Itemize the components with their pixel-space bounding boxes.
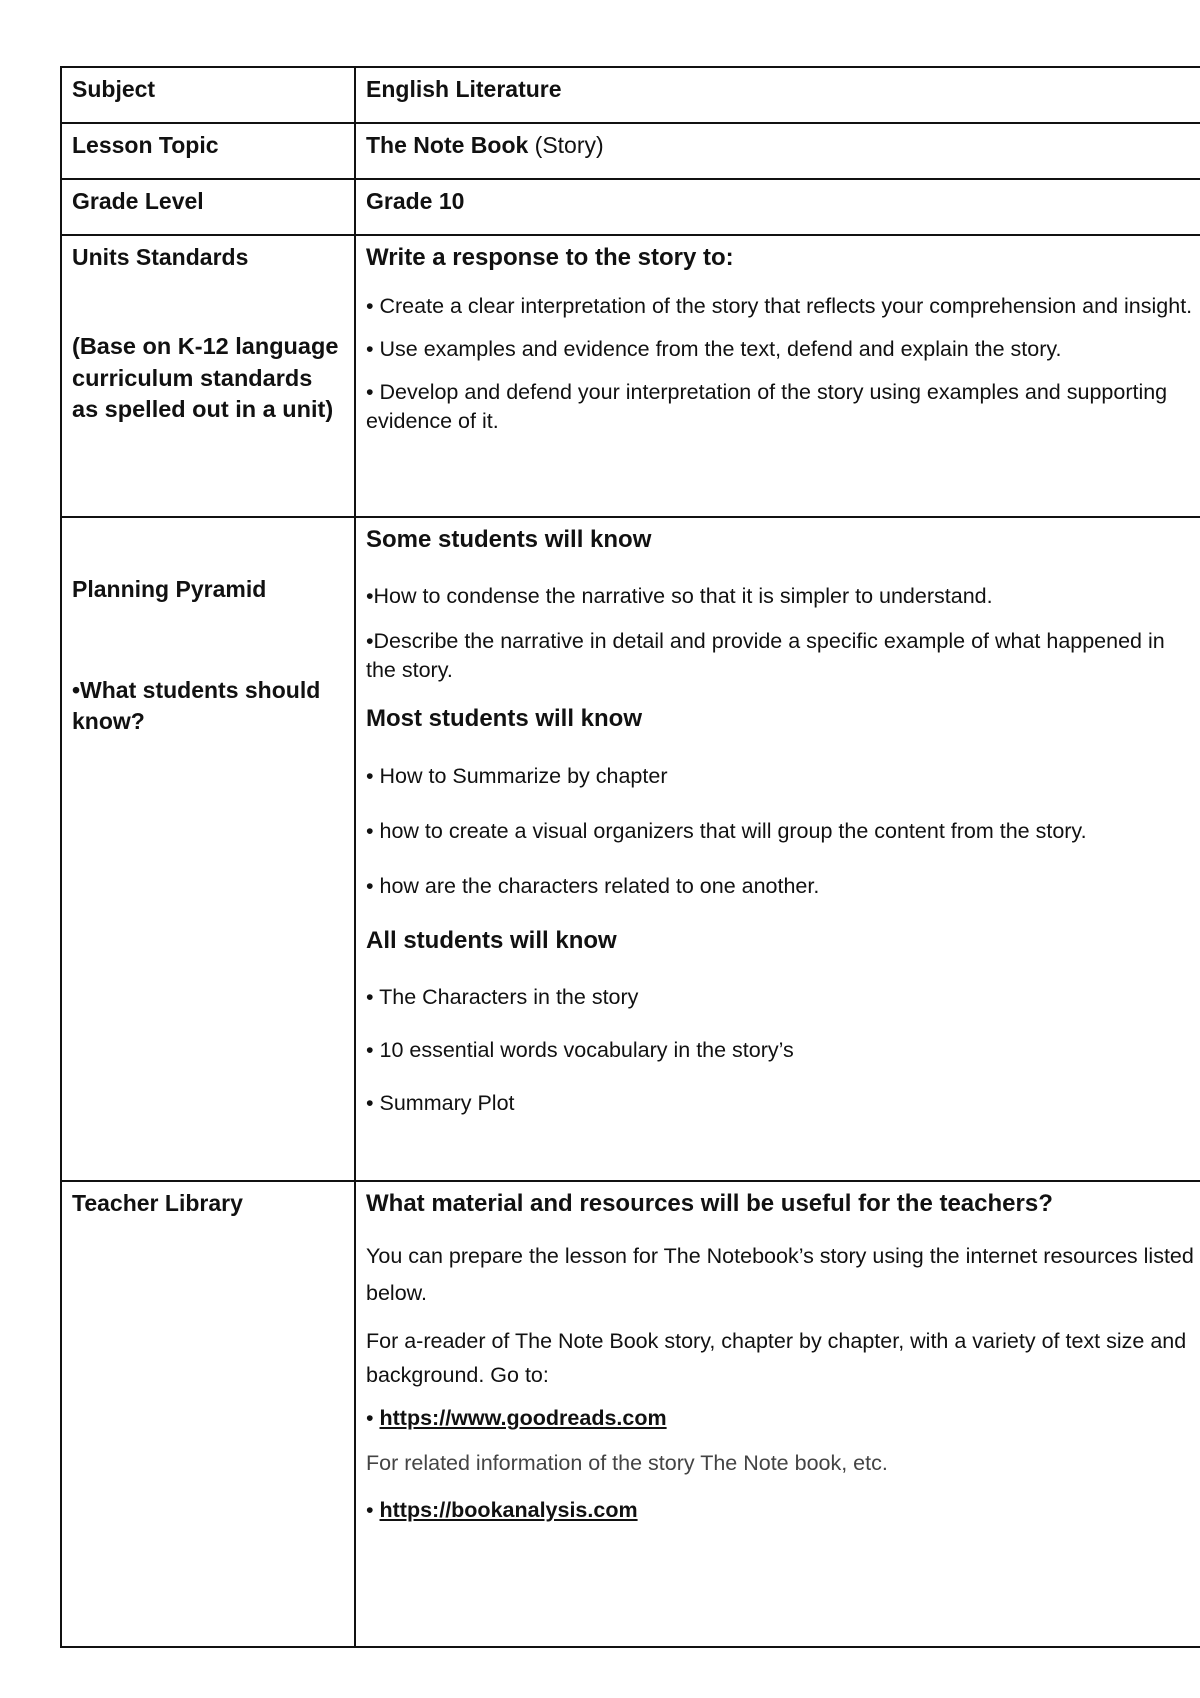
table-row	[61, 123, 1200, 179]
units-bullet: • Create a clear interpretation of the story that reflects your comprehension and insight.	[366, 294, 1193, 319]
library-paragraph: For related information of the story The Note book, etc.	[366, 1451, 888, 1476]
table-row	[61, 1181, 1200, 1647]
lesson-plan-table	[60, 66, 1200, 1648]
library-paragraph: For a-reader of The Note Book story, chapter by chapter, with a variety of text size and background. Go to:	[366, 1329, 1187, 1387]
bullet-mark: •	[366, 1406, 374, 1431]
all-item: • 10 essential words vocabulary in the story’s	[366, 1038, 794, 1063]
units-label-cell	[61, 235, 355, 517]
units-note: (Base on K-12 language curriculum standards as spelled out in a unit)	[72, 333, 339, 423]
table-row	[61, 235, 1200, 517]
library-paragraph: You can prepare the lesson for The Notebook’s story using the internet resources listed below.	[366, 1244, 1194, 1305]
some-item: •How to condense the narrative so that it is simpler to understand.	[366, 584, 993, 609]
topic-title: The Note Book	[366, 132, 529, 158]
table-row	[61, 179, 1200, 235]
library-heading: What material and resources will be useful for the teachers?	[366, 1190, 1053, 1217]
units-bullet: • Develop and defend your interpretation of the story using examples and supporting evidence of it.	[366, 380, 1168, 434]
topic-type: (Story)	[528, 132, 604, 158]
subject-value: English Literature	[355, 67, 1200, 123]
library-label: Teacher Library	[61, 1181, 355, 1647]
most-item: • How to Summarize by chapter	[366, 763, 668, 788]
bullet-mark: •	[366, 1498, 374, 1523]
topic-value	[355, 123, 1200, 179]
subject-label: Subject	[61, 67, 355, 123]
grade-label: Grade Level	[61, 179, 355, 235]
topic-label: Lesson Topic	[61, 123, 355, 179]
all-heading: All students will know	[366, 926, 617, 954]
units-heading: Write a response to the story to:	[366, 244, 734, 271]
all-item: • The Characters in the story	[366, 985, 639, 1010]
pyramid-label-cell	[61, 517, 355, 1181]
pyramid-sublabel: •What students should know?	[72, 677, 321, 735]
units-bullet: • Use examples and evidence from the text, defend and explain the story.	[366, 337, 1062, 362]
table-row	[61, 67, 1200, 123]
library-link-item	[366, 1404, 1198, 1433]
some-item: •Describe the narrative in detail and provide a specific example of what happened in the story.	[366, 629, 1165, 683]
table-row	[61, 517, 1200, 1181]
some-heading: Some students will know	[366, 526, 652, 553]
library-link-item	[366, 1496, 1198, 1525]
most-item: • how are the characters related to one another.	[366, 873, 820, 898]
units-label: Units Standards	[72, 244, 249, 270]
most-item: • how to create a visual organizers that will group the content from the story.	[366, 818, 1087, 843]
library-content	[355, 1181, 1200, 1647]
pyramid-content	[355, 517, 1200, 1181]
goodreads-link[interactable]: https://www.goodreads.com	[379, 1406, 667, 1431]
grade-value: Grade 10	[355, 179, 1200, 235]
all-item: • Summary Plot	[366, 1091, 515, 1116]
most-heading: Most students will know	[366, 705, 643, 733]
units-content	[355, 235, 1200, 517]
pyramid-label: Planning Pyramid	[72, 576, 267, 602]
bookanalysis-link[interactable]: https://bookanalysis.com	[379, 1498, 638, 1523]
